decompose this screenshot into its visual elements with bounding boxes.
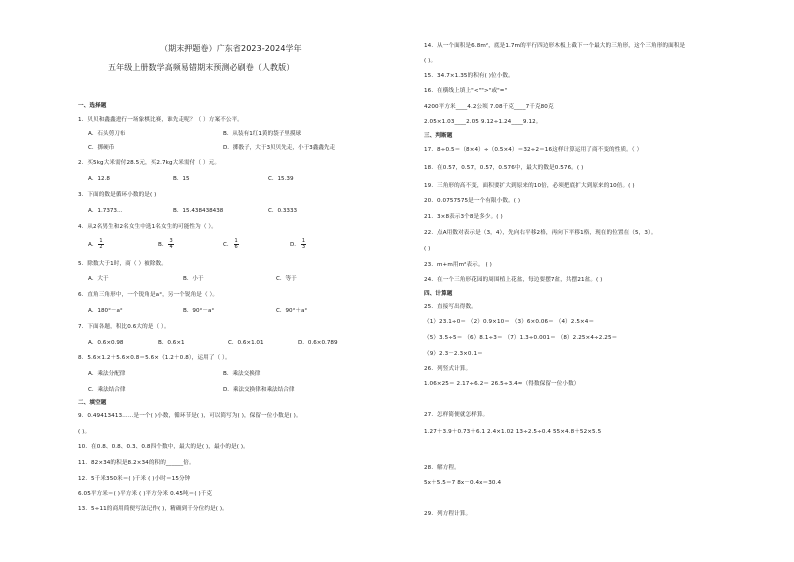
section-fill-in: 二、填空题 (78, 400, 107, 406)
question-12-continued: 6.05平方米＝( )平方米 ( )平方分米 0.45吨＝( )千克 (78, 491, 213, 497)
q4-option-b-fraction (168, 239, 173, 250)
q4-option-d-label: D． (290, 242, 300, 248)
question-12: 12．5千米350米＝( )千米 ( )小时＝15分钟 (78, 476, 191, 482)
q1-option-d: D．掷骰子，大于3贝贝先走，小于3鑫鑫先走 (223, 145, 336, 151)
q5-option-a: A．大于 (88, 276, 109, 282)
question-4: 4．从2名男生和2名女生中选1名女生的可能性为（ ）。 (78, 224, 217, 230)
question-27-row-1: 1.27＋3.9＋0.73＋6.1 2.4×1.02 13÷2.5÷0.4 55×4.8＋52×5.5 (424, 429, 602, 435)
section-multiple-choice: 一、选择题 (78, 103, 107, 109)
section-calculation: 四、计算题 (424, 291, 453, 297)
question-5: 5．除数大于1时，商（ ）被除数。 (78, 261, 167, 267)
question-15: 15．34.7×1.35的积有( )位小数。 (424, 73, 514, 79)
question-16-row-1: 4200平方米____4.2公顷 7.08千克____7千克80克 (424, 104, 554, 110)
q3-option-c: C．0.3333 (268, 208, 298, 214)
question-14: 14．从一个面积是6.8m²，底是1.7m的平行四边形木板上截下一个最大的三角形，这个三角形的面积是 (424, 43, 686, 49)
question-8: 8．5.6×1.2＋5.6×0.8＝5.6×（1.2＋0.8），运用了（ ）。 (78, 355, 231, 361)
fraction-denominator: 2 (99, 244, 103, 250)
question-17: 17．8÷0.5＝（8×4）÷（0.5×4）＝32÷2＝16这样计算运用了商不变的性质。（ ） (424, 147, 643, 153)
q4-option-c-fraction (234, 239, 239, 250)
q4-option-a-label: A． (88, 242, 98, 248)
q8-option-c: C．乘法结合律 (88, 387, 126, 393)
question-13: 13．5÷11的商用简便写法记作( )，精确到千分位约是( )。 (78, 506, 228, 512)
q3-option-b: B．15.438438438 (173, 208, 224, 214)
question-28: 28．解方程。 (424, 465, 460, 471)
q6-option-c: C．90°＋a° (276, 308, 308, 314)
q1-option-c: C．掷硬币 (88, 145, 115, 151)
question-29: 29．列方程计算。 (424, 511, 472, 517)
q2-option-a: A．12.8 (88, 176, 110, 182)
q4-option-a-fraction (98, 239, 103, 250)
q7-option-a: A．0.6×0.98 (88, 340, 124, 346)
question-1: 1．贝贝和鑫鑫进行一场象棋比赛，谁先走呢？（ ）方案不公平。 (78, 117, 243, 123)
question-3: 3．下面的数是循环小数的是( ) (78, 192, 157, 198)
section-true-false: 三、判断题 (424, 133, 453, 139)
question-21: 21．3×8表示3个8是多少。( ) (424, 214, 503, 220)
question-25-row-2: （5）3.5÷5＝ （6）8.1÷3＝ （7）1.3÷0.001＝ （8）2.25×4÷2.25＝ (424, 335, 618, 341)
question-14-continued: ( )。 (424, 58, 437, 64)
q4-option-a (88, 239, 105, 250)
q1-option-b: B．从装有1红1黄的袋子里摸球 (223, 131, 302, 137)
q8-option-b: B．乘法交换律 (223, 371, 261, 377)
question-24: 24．在一个三角形花园的周围植上花盆，每边要摆7盆，共摆21盆。( ) (424, 277, 603, 283)
fraction-numerator: 1 (99, 238, 103, 244)
title-line-2: 五年级上册数学高频易错期末预测必刷卷（人教版） (108, 63, 295, 72)
question-22-continued: ( ) (424, 246, 431, 252)
fraction-denominator: 6 (234, 244, 238, 250)
question-16: 16．在横线上填上"<"">"或"=" (424, 88, 508, 94)
q4-option-d (290, 239, 307, 250)
q3-option-a: A．1.7373… (88, 208, 123, 214)
question-6: 6．直角三角形中，一个锐角是a°，另一个锐角是（ ）。 (78, 292, 219, 298)
question-28-row-1: 5x＋5.5＝7 8x－0.4x＝30.4 (424, 480, 502, 486)
question-26: 26．列竖式计算。 (424, 366, 472, 372)
question-26-row-1: 1.06×25＝ 2.17÷6.2＝ 26.5÷3.4≈（得数保留一位小数） (424, 381, 580, 387)
q2-option-b: B．15 (173, 176, 190, 182)
question-19: 19．三角形的高不变，面积要扩大到原来的10倍，必须把底扩大到原来的10倍。( ) (424, 183, 635, 189)
q2-option-c: C．15.39 (268, 176, 294, 182)
q4-option-c (223, 239, 240, 250)
question-2: 2．买5kg大米需付28.5元，买2.7kg大米需付（ ）元。 (78, 160, 221, 166)
q7-option-d: D．0.6×0.789 (298, 340, 338, 346)
question-27: 27．怎样简便就怎样算。 (424, 412, 489, 418)
q5-option-c: C．等于 (276, 276, 297, 282)
q4-option-c-label: C． (223, 242, 233, 248)
fraction-numerator: 3 (169, 238, 173, 244)
q4-option-b-label: B． (158, 242, 168, 248)
q4-option-d-fraction (301, 239, 306, 250)
question-18: 18．在0.57̇，0.5̇7̇，0.57，0.576中，最大的数是0.576̇。( ) (424, 165, 584, 171)
fraction-denominator: 4 (169, 244, 173, 250)
q8-option-a: A．乘法分配律 (88, 371, 126, 377)
question-16-row-2: 2.05×1.03____2.05 9.12÷1.24____9.12。 (424, 119, 542, 125)
question-25-row-1: （1）23.1÷0＝ （2）0.9×10＝ （3）6×0.06＝ （4）2.5×4＝ (424, 319, 595, 325)
question-20: 20．0.0757575是一个有限小数。( ) (424, 198, 521, 204)
q8-option-d: D．乘法交换律和乘法结合律 (223, 387, 295, 393)
q1-option-a: A．石头剪刀布 (88, 131, 126, 137)
q4-option-b (158, 239, 175, 250)
question-9: 9．0.49413413……是一个( )小数，循环节是( )，可以简写为( )，保留一位小数是( )。 (78, 413, 302, 419)
q6-option-b: B．90°－a° (183, 308, 215, 314)
q6-option-a: A．180°－a° (88, 308, 123, 314)
question-9-continued: ( )。 (78, 429, 91, 435)
q7-option-b: B．0.6×1 (158, 340, 185, 346)
question-22: 22．点A用数对表示是（3，4），先向右平移2格，再向下平移1格，现在的位置在（5，3）。 (424, 230, 657, 236)
question-23: 23．m+m用m²表示。 ( ) (424, 262, 492, 268)
question-10: 10．在0.8、0.8、0.3、0.8四个数中，最大的是( )，最小的是( )。 (78, 444, 249, 450)
question-25: 25．直接写出得数。 (424, 304, 477, 310)
title-line-1: （期末押题卷）广东省2023-2024学年 (160, 44, 302, 53)
q7-option-c: C．0.6×1.01 (228, 340, 264, 346)
q5-option-b: B．小于 (183, 276, 204, 282)
question-25-row-3: （9）2.3－2.3×0.1＝ (424, 351, 483, 357)
question-7: 7．下面各题，积比0.6大的是（ ）。 (78, 324, 170, 330)
fraction-numerator: 1 (234, 238, 238, 244)
question-11: 11．82×34的积是8.2×34的积的______倍。 (78, 460, 195, 466)
fraction-denominator: 3 (301, 244, 306, 250)
fraction-numerator: 1 (301, 238, 306, 244)
